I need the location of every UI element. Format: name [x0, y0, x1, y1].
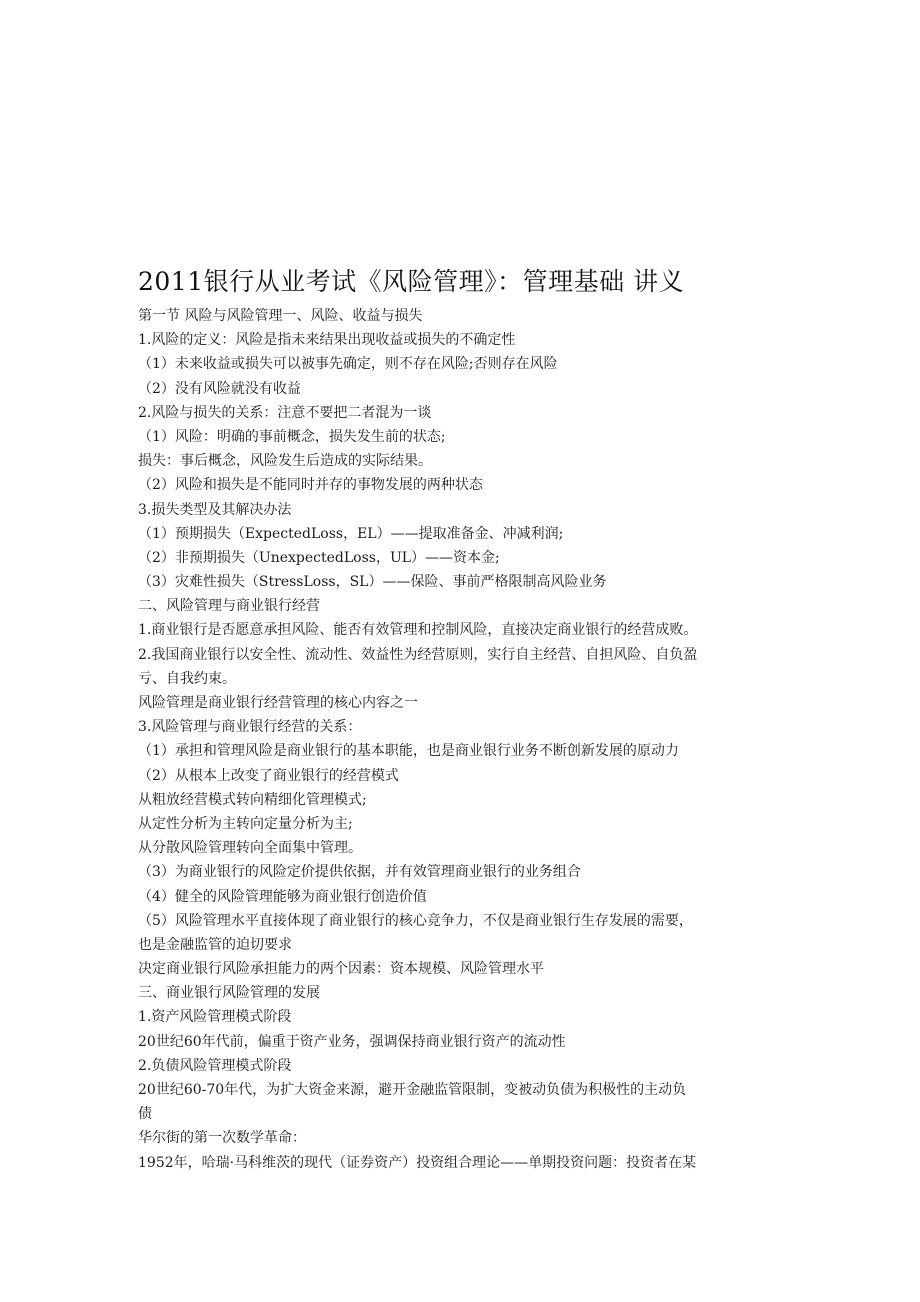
document-line: 1.商业银行是否愿意承担风险、能否有效管理和控制风险，直接决定商业银行的经营成败。	[138, 622, 698, 639]
document-line: 也是金融监管的迫切要求	[138, 936, 292, 953]
document-line: 1.风险的定义：风险是指未来结果出现收益或损失的不确定性	[138, 332, 516, 349]
document-line: 20世纪60年代前，偏重于资产业务，强调保持商业银行资产的流动性	[138, 1033, 566, 1050]
document-line: 债	[138, 1106, 152, 1123]
document-line: 亏、自我约束。	[138, 670, 236, 687]
document-line: 第一节 风险与风险管理一、风险、收益与损失	[138, 308, 423, 324]
document-line: 1.资产风险管理模式阶段	[138, 1009, 292, 1026]
document-line: 2.我国商业银行以安全性、流动性、效益性为经营原则，实行自主经营、自担风险、自负盈	[138, 646, 698, 663]
document-line: 2.负债风险管理模式阶段	[138, 1057, 292, 1074]
document-line: 2.风险与损失的关系：注意不要把二者混为一谈	[138, 404, 432, 421]
document-line: （2）非预期损失（UnexpectedLoss，UL）——资本金;	[138, 549, 500, 566]
document-line: 3.损失类型及其解决办法	[138, 501, 292, 518]
document-line: （1）承担和管理风险是商业银行的基本职能，也是商业银行业务不断创新发展的原动力	[138, 743, 679, 760]
document-line: （3）灾难性损失（StressLoss，SL）——保险、事前严格限制高风险业务	[138, 574, 607, 591]
document-line: 损失：事后概念，风险发生后造成的实际结果。	[138, 453, 432, 470]
document-line: 决定商业银行风险承担能力的两个因素：资本规模、风险管理水平	[138, 961, 544, 978]
document-line: （2）没有风险就没有收益	[138, 380, 301, 397]
document-line: 二、风险管理与商业银行经营	[138, 598, 320, 615]
document-line: （1）风险：明确的事前概念，损失发生前的状态;	[138, 428, 446, 445]
document-line: （4）健全的风险管理能够为商业银行创造价值	[138, 888, 427, 905]
document-line: 风险管理是商业银行经营管理的核心内容之一	[138, 695, 418, 711]
document-title: 2011银行从业考试《风险管理》：管理基础 讲义	[138, 267, 685, 296]
document-line: 华尔街的第一次数学革命：	[138, 1130, 306, 1147]
document-line: 从分散风险管理转向全面集中管理。	[138, 840, 362, 857]
document-line: 从粗放经营模式转向精细化管理模式;	[138, 791, 367, 808]
document-line: （1）预期损失（ExpectedLoss，EL）——提取准备金、冲减利润;	[138, 525, 564, 542]
document-body	[138, 304, 788, 1175]
document-line: （3）为商业银行的风险定价提供依据，并有效管理商业银行的业务组合	[138, 864, 581, 881]
document-line: 从定性分析为主转向定量分析为主;	[138, 815, 353, 832]
document-line: 三、商业银行风险管理的发展	[138, 985, 320, 1002]
document-line: 20世纪60-70年代，为扩大资金来源，避开金融监管限制，变被动负债为积极性的主动负	[138, 1082, 687, 1098]
document-line: 3.风险管理与商业银行经营的关系：	[138, 719, 362, 736]
document-line: （2）风险和损失是不能同时并存的事物发展的两种状态	[138, 477, 483, 494]
document-line: （5）风险管理水平直接体现了商业银行的核心竞争力，不仅是商业银行生存发展的需要，	[138, 912, 693, 929]
document-line: 1952年，哈瑞·马科维茨的现代（证券资产）投资组合理论——单期投资问题：投资者在某	[138, 1154, 697, 1171]
document-line: （2）从根本上改变了商业银行的经营模式	[138, 767, 399, 784]
document-line: （1）未来收益或损失可以被事先确定，则不存在风险;否则存在风险	[138, 356, 558, 373]
